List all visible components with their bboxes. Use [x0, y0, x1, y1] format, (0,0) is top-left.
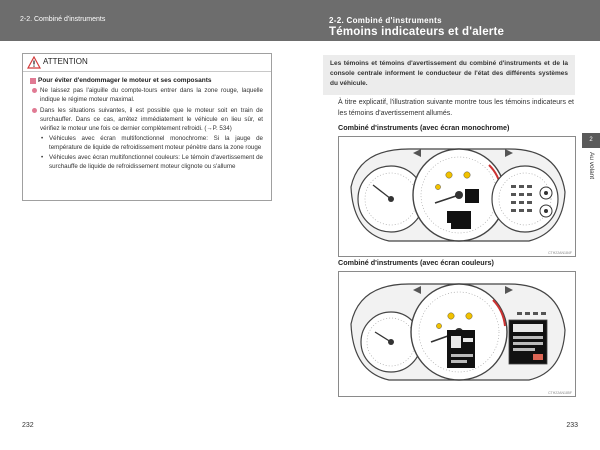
attention-label: ATTENTION [43, 57, 88, 66]
left-header-text: 2-2. Combiné d'instruments [20, 16, 106, 23]
chapter-label [585, 152, 597, 212]
explanation-paragraph: À titre explicatif, l'illustration suivante montre tous les témoins indicateurs et les témoins d'avertissement allumés. [338, 99, 574, 117]
attention-bullet: Dans les situations suivantes, il est possible que le moteur soit en train de surchauffer. Dans ce cas, arrêtez immédiatement le véhicule en lieu sûr, et vérifiez le moteur une fois ce dernier complètement refroidi. (→P. 534) [30, 106, 263, 133]
attention-bullet: Ne laissez pas l'aiguille du compte-tours entrer dans la zone rouge, laquelle indique le régime moteur maximal. [30, 86, 263, 104]
cluster-monochrome-illustration [339, 137, 575, 256]
figure2-code: CTH22AN185F [548, 391, 572, 395]
figure2-title: Combiné d'instruments (avec écran couleurs) [338, 258, 494, 267]
chapter-number: 2 [589, 137, 593, 143]
figure1-box [338, 136, 576, 257]
intro-text: Les témoins et témoins d'avertissement du combiné d'instruments et de la console centrale informent le conducteur de l'état des différents systèmes du véhicule. [330, 60, 568, 87]
attention-sub-bullet: • Véhicules avec écran multifonctionnel couleurs: Le témoin d'avertissement de surchauffe de liquide de refroidissement moteur clignote ou s'allume [41, 154, 263, 170]
figure2-box [338, 271, 576, 397]
square-bullet-icon [30, 78, 36, 84]
sub-bullet-marker: • [41, 154, 44, 161]
chapter-tab [582, 133, 600, 148]
attention-box [22, 53, 272, 201]
intro-box [323, 55, 575, 95]
left-header [0, 0, 300, 41]
right-page [300, 0, 600, 450]
round-bullet-icon [32, 108, 37, 113]
sub-bullet-marker: • [41, 135, 44, 142]
figure1-title: Combiné d'instruments (avec écran monochrome) [338, 123, 510, 132]
right-header [300, 0, 600, 41]
right-header-title: Témoins indicateurs et d'alerte [329, 26, 505, 38]
chapter-label-text: Au volant [588, 152, 595, 180]
warning-triangle-icon [27, 56, 41, 69]
cluster-color-illustration [339, 272, 575, 396]
attention-sub-bullet: • Véhicules avec écran multifonctionnel monochrome: Si la jauge de température de liquide de refroidissement moteur pénètre dans la zone rouge [41, 135, 263, 151]
figure1-code: CTH22AN184F [548, 251, 572, 255]
attention-header [23, 54, 271, 72]
right-header-sub: 2-2. Combiné d'instruments [329, 16, 442, 25]
round-bullet-icon [32, 88, 37, 93]
page-number-left: 232 [22, 422, 34, 429]
page-number-right: 233 [566, 422, 578, 429]
attention-section-title: Pour éviter d'endommager le moteur et ses composants [30, 77, 263, 84]
